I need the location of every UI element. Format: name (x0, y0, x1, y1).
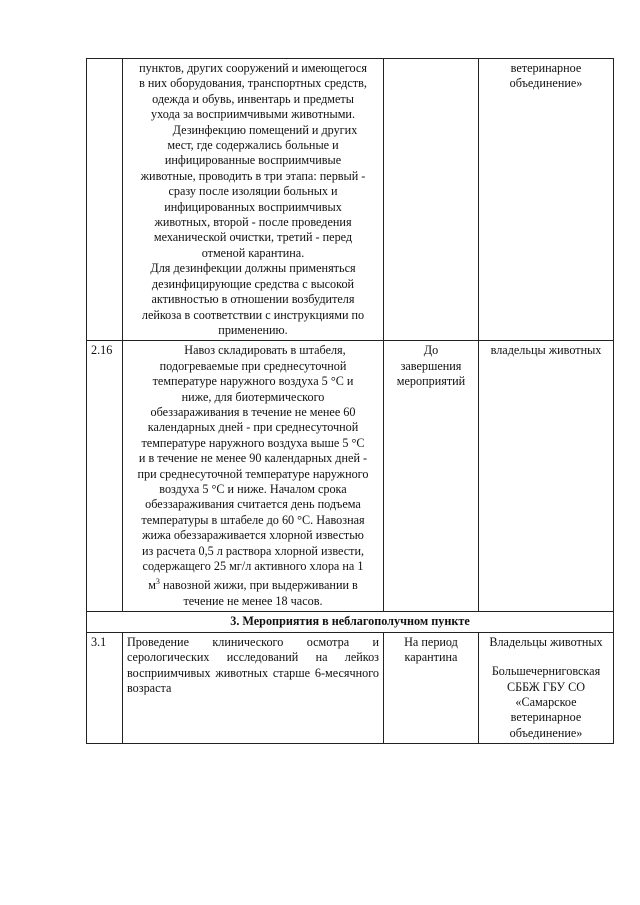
text-line: ветеринарное (510, 710, 582, 725)
text-line: карантина (404, 650, 458, 665)
cell-deadline-empty (384, 59, 479, 341)
unit-m: м (148, 578, 156, 593)
table-row-3-1 (87, 632, 614, 743)
text-line: активностью в отношении возбудителя (151, 292, 355, 307)
text-line: лейкоза в соответствии с инструкциями по (141, 307, 365, 322)
text-line: механической очистки, третий - перед (153, 230, 353, 245)
text-line: и в течение не менее 90 календарных дней - (138, 451, 368, 466)
cell-responsible: владельцы животных (479, 341, 614, 612)
text-line: при среднесуточной температуре наружного (137, 466, 369, 481)
cell-measure-text (123, 341, 384, 612)
text-line: До (423, 343, 439, 358)
text-line: сразу после изоляции больных и (168, 184, 338, 199)
text-line: воздуха 5 °С и ниже. Началом срока (159, 481, 347, 496)
text-line: «Самарское (515, 694, 577, 709)
cell-number: 2.16 (87, 341, 123, 612)
text-line: завершения (400, 358, 462, 373)
text-line: инфицированных восприимчивых (164, 199, 342, 214)
text-line: ниже, для биотермического (181, 389, 325, 404)
text-line: обеззараживания считается день подъема (145, 497, 361, 512)
text-line: одежда и обувь, инвентарь и предметы (152, 91, 354, 106)
text-line: ветеринарное (510, 61, 582, 75)
cell-responsible (479, 59, 614, 341)
text-line: обеззараживания в течение не менее 60 (150, 404, 356, 419)
text-line: инфицированные восприимчивые (164, 153, 342, 168)
text-fragment: навозной жижи, при выдерживании в (159, 578, 358, 593)
text-line: мест, где содержались больные и (167, 138, 339, 153)
text-line: объединение» (509, 725, 583, 740)
text-line (127, 574, 379, 593)
table-row-2-16 (87, 341, 614, 612)
text-line: подогреваемые при среднесуточной (159, 358, 347, 373)
cell-responsible (479, 632, 614, 743)
unit-exponent: 3 (155, 577, 160, 587)
text-line: На период (404, 634, 458, 649)
section-header-row (87, 612, 614, 632)
text-line: календарных дней - при среднесуточной (147, 420, 359, 435)
cell-measure-text: Проведение клинического осмотра и серологических исследований на лейкоз восприимчивых животных старше 6-месячного возраста (123, 632, 384, 743)
text-line: Дезинфекцию помещений и других (172, 122, 358, 137)
text-line: мероприятий (396, 374, 466, 389)
text-line: животные, проводить в три этапа: первый - (140, 168, 366, 183)
text-line: жижа обеззараживается хлорной известью (142, 528, 364, 543)
text-line: Навоз складировать в штабеля, (184, 343, 346, 358)
text-line: дезинфицирующие средства с высокой (151, 276, 355, 291)
text-line: температуре наружного воздуха 5 °С и (152, 374, 354, 389)
text-line: объединение» (509, 76, 583, 91)
text-line: Для дезинфекции должны применяться (150, 261, 356, 276)
text-line: Большечерниговская (491, 664, 601, 679)
text-line: содержащего 25 мг/л активного хлора на 1 (142, 559, 364, 573)
section-title: 3. Мероприятия в неблагополучном пункте (87, 612, 614, 632)
text-line: ухода за восприимчивыми животными. (151, 107, 355, 122)
text-line: в них оборудования, транспортных средств, (139, 76, 367, 91)
spacer (483, 650, 609, 664)
text-line: применению. (218, 322, 288, 337)
text-line: животных, второй - после проведения (154, 215, 352, 230)
text-line: СББЖ ГБУ СО (506, 679, 585, 694)
text-line: течение не менее 18 часов. (183, 593, 323, 608)
cell-measure-text (123, 59, 384, 341)
text-line: температуры в штабеле до 60 °С. Навозная (141, 512, 365, 527)
cell-number-empty (87, 59, 123, 341)
cell-deadline (384, 632, 479, 743)
measures-table (86, 58, 614, 744)
cell-deadline (384, 341, 479, 612)
text-line: температуре наружного воздуха выше 5 °С (141, 435, 365, 450)
text-line: пунктов, других сооружений и имеющегося (139, 61, 367, 75)
cell-number: 3.1 (87, 632, 123, 743)
text-line: из расчета 0,5 л раствора хлорной извести, (141, 543, 365, 558)
table-row-continuation (87, 59, 614, 341)
text-line: отменой карантина. (201, 245, 305, 260)
text-line: Владельцы животных (489, 634, 603, 649)
